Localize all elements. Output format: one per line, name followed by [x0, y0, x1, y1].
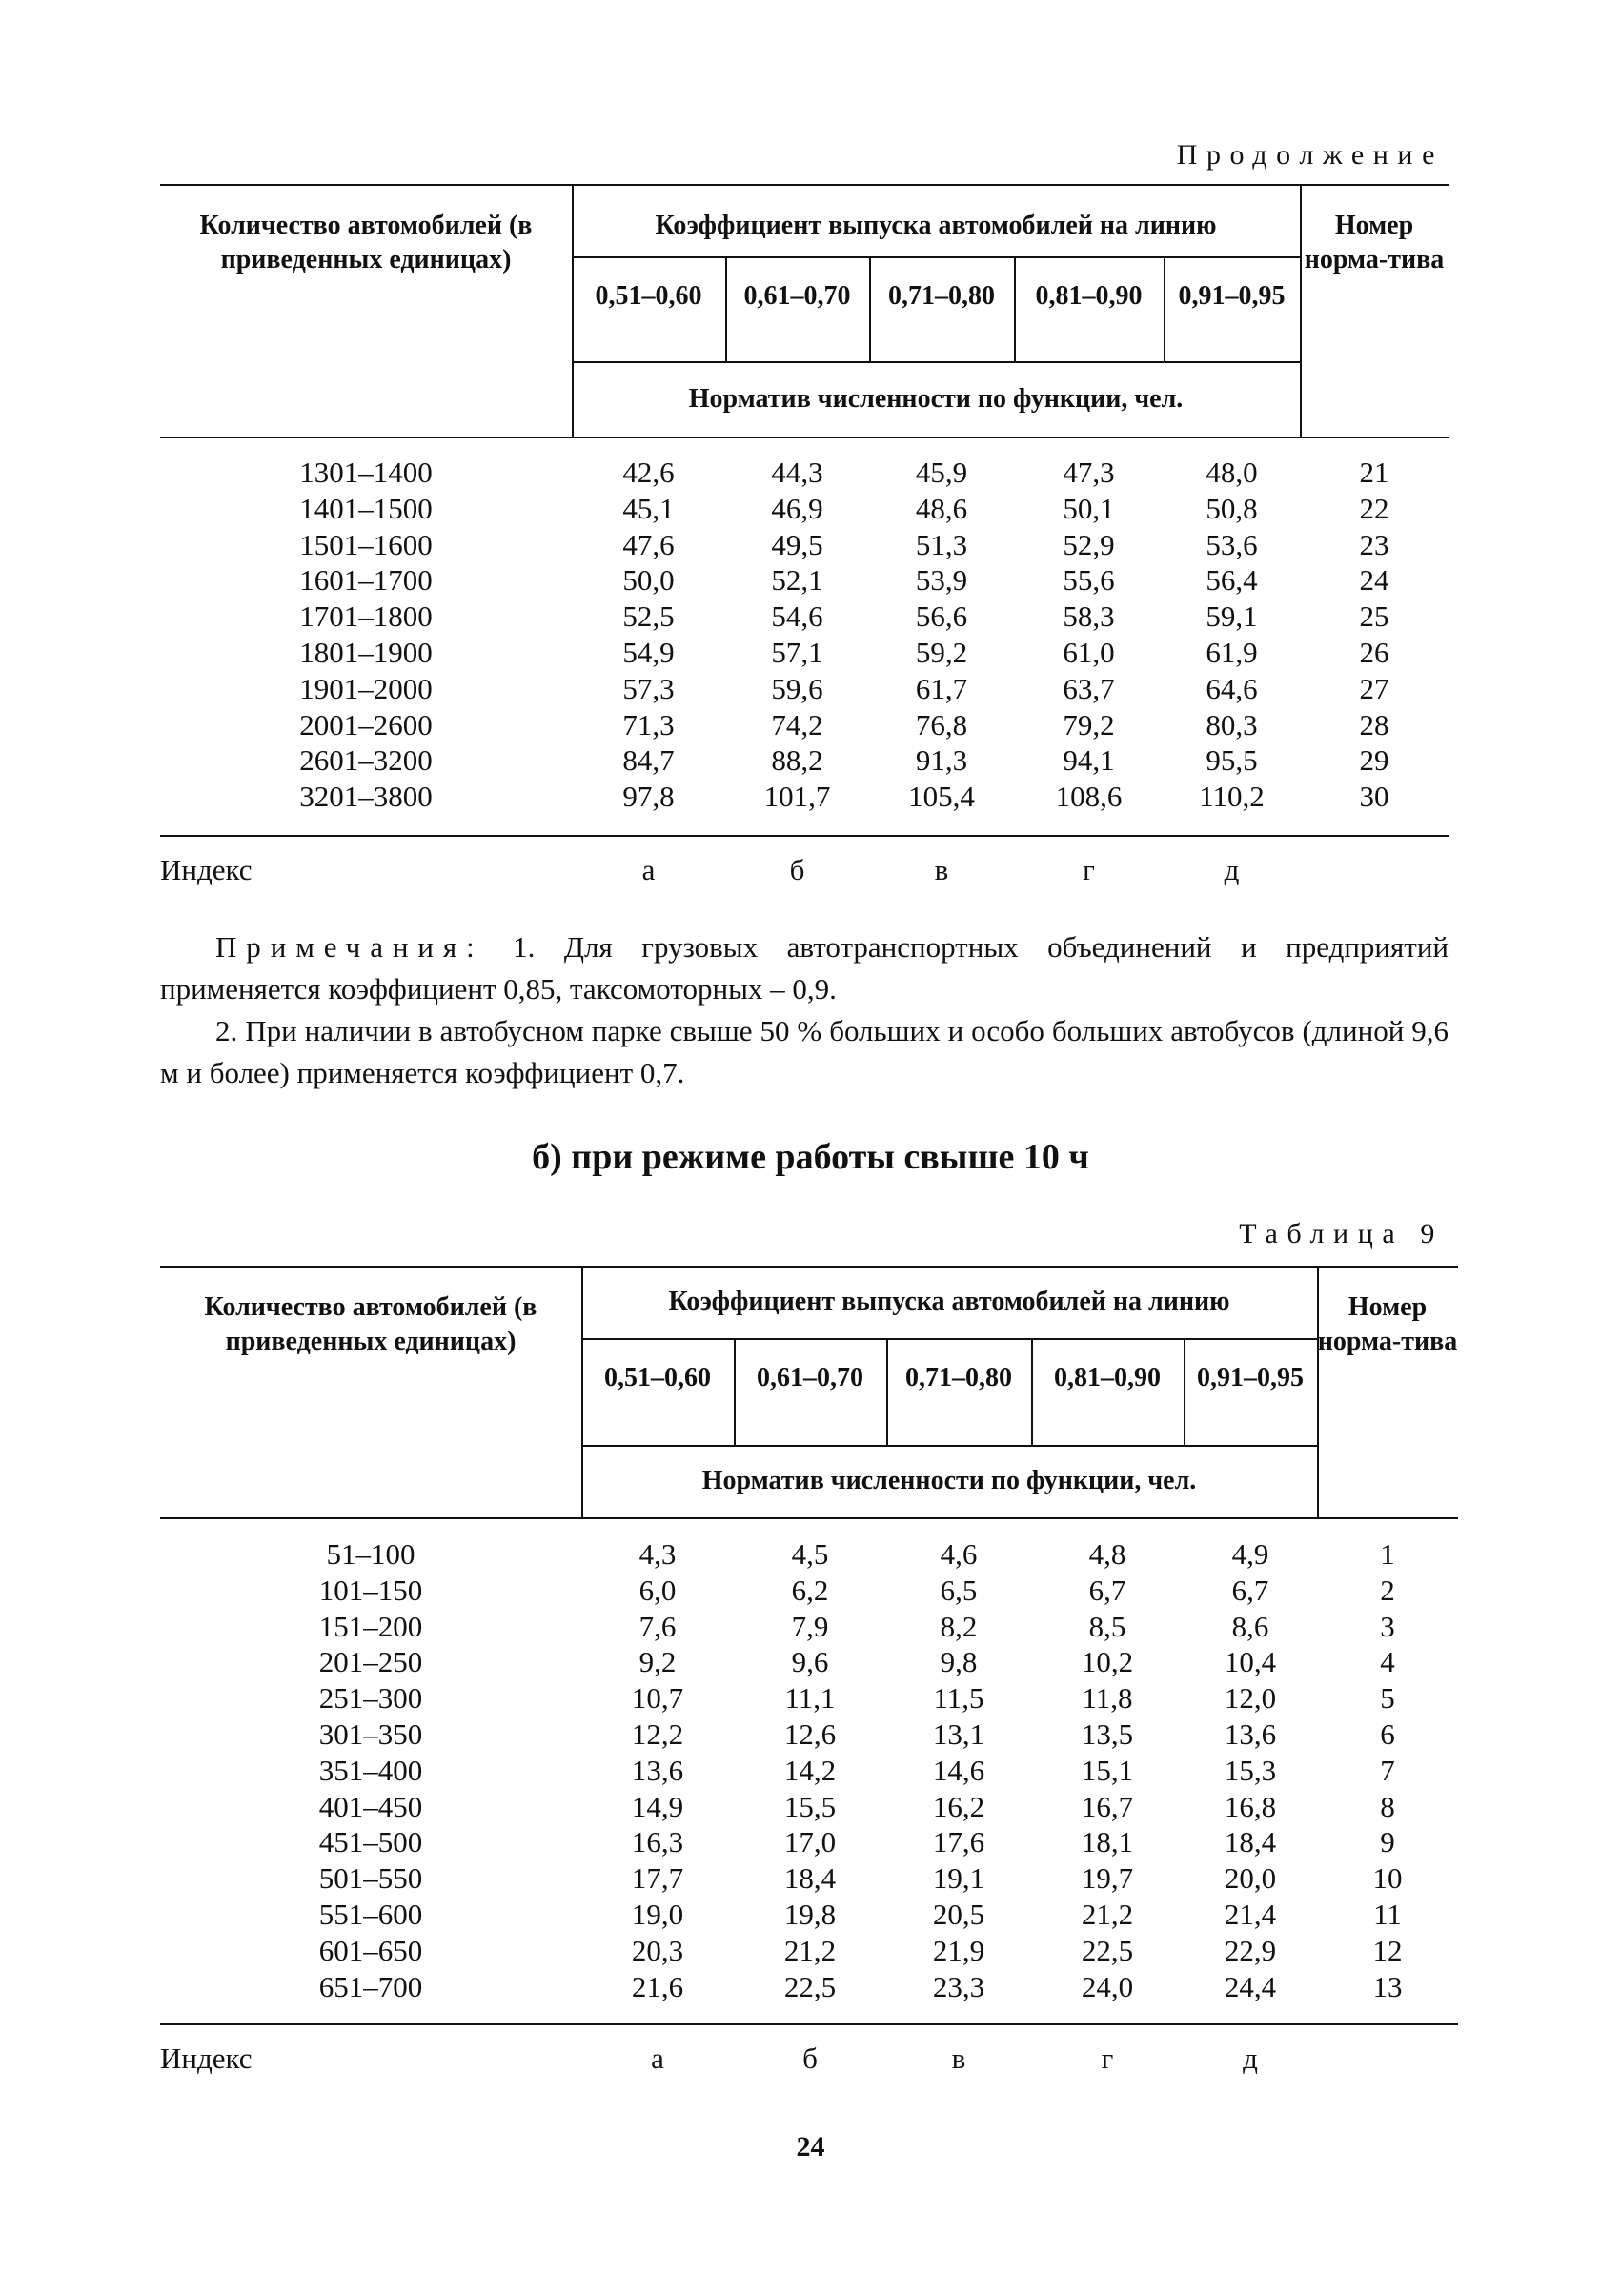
table-row — [160, 1573, 1449, 1609]
value-cell: 71,3 — [622, 707, 675, 742]
index-value: г — [1101, 2042, 1114, 2075]
header-coef-range: 0,61–0,70 — [743, 281, 851, 311]
range-cell: 251–300 — [318, 1681, 423, 1716]
value-cell: 9,8 — [940, 1645, 978, 1679]
value-cell: 7,6 — [638, 1609, 677, 1643]
value-cell: 10,4 — [1224, 1645, 1277, 1679]
range-cell: 151–200 — [318, 1609, 423, 1643]
header-coef-range: 0,51–0,60 — [604, 1363, 711, 1392]
value-cell: 8,6 — [1231, 1609, 1269, 1643]
header-coef-range: 0,71–0,80 — [905, 1363, 1012, 1392]
table-row — [160, 1824, 1449, 1860]
value-cell: 17,7 — [631, 1861, 684, 1896]
range-cell: 3201–3800 — [299, 780, 433, 814]
value-cell: 22,9 — [1224, 1933, 1277, 1967]
value-cell: 13,1 — [932, 1717, 985, 1751]
range-cell: 2601–3200 — [299, 743, 433, 778]
norm-number-cell: 23 — [1359, 527, 1389, 561]
header-quantity: Количество автомобилей (в приведенных единицах) — [199, 211, 533, 274]
value-cell: 23,3 — [932, 1969, 985, 2003]
table-row — [160, 491, 1449, 527]
header-coefficient: Коэффициент выпуска автомобилей на линию — [668, 1287, 1230, 1316]
value-cell: 54,6 — [771, 599, 823, 634]
value-cell: 19,7 — [1081, 1861, 1134, 1896]
value-cell: 56,4 — [1206, 563, 1258, 598]
value-cell: 57,1 — [771, 636, 823, 669]
value-cell: 18,4 — [783, 1861, 837, 1896]
table-row — [160, 707, 1449, 743]
value-cell: 74,2 — [771, 707, 823, 742]
index-value: д — [1243, 2042, 1258, 2075]
range-cell: 1901–2000 — [299, 671, 433, 705]
value-cell: 15,3 — [1224, 1753, 1277, 1787]
range-cell: 301–350 — [318, 1717, 423, 1751]
value-cell: 48,6 — [915, 491, 968, 525]
value-cell: 54,9 — [622, 636, 675, 669]
index-label: Индекс — [160, 2042, 253, 2075]
value-cell: 6,2 — [791, 1573, 829, 1607]
value-cell: 50,1 — [1063, 491, 1115, 525]
table-row — [160, 671, 1449, 707]
note-1: 1. Для грузовых автотранспортных объединений и предприятий применяется коэффициент 0,85, таксомоторных – 0,9. — [160, 930, 1449, 1006]
range-cell: 601–650 — [318, 1933, 423, 1967]
value-cell: 61,7 — [915, 671, 968, 705]
value-cell: 16,2 — [932, 1789, 985, 1823]
value-cell: 94,1 — [1063, 743, 1115, 778]
table-row — [160, 1536, 1449, 1573]
table-row — [160, 1609, 1449, 1645]
value-cell: 16,8 — [1224, 1789, 1277, 1823]
range-cell: 1401–1500 — [299, 491, 433, 525]
value-cell: 52,5 — [622, 599, 675, 634]
value-cell: 17,0 — [783, 1825, 837, 1859]
value-cell: 105,4 — [908, 780, 975, 814]
value-cell: 18,4 — [1224, 1825, 1277, 1859]
value-cell: 48,0 — [1206, 456, 1258, 489]
value-cell: 19,0 — [631, 1898, 684, 1931]
value-cell: 91,3 — [915, 743, 968, 778]
norm-number-cell: 28 — [1359, 707, 1389, 742]
value-cell: 45,9 — [915, 456, 968, 489]
norm-number-cell: 24 — [1359, 563, 1389, 598]
table-row — [160, 742, 1449, 779]
norm-number-cell: 30 — [1359, 780, 1389, 814]
range-cell: 1801–1900 — [299, 636, 433, 669]
value-cell: 88,2 — [771, 743, 823, 778]
value-cell: 12,6 — [783, 1717, 837, 1751]
value-cell: 12,0 — [1224, 1681, 1277, 1716]
value-cell: 64,6 — [1206, 671, 1258, 705]
value-cell: 13,6 — [631, 1753, 684, 1787]
value-cell: 6,0 — [638, 1573, 677, 1607]
value-cell: 61,0 — [1063, 636, 1115, 669]
range-cell: 201–250 — [318, 1645, 423, 1679]
norm-number-cell: 7 — [1380, 1753, 1395, 1787]
header-quantity: Количество автомобилей (в приведенных единицах) — [204, 1292, 537, 1356]
range-cell: 501–550 — [318, 1861, 423, 1896]
range-cell: 1701–1800 — [299, 599, 433, 634]
norm-number-cell: 27 — [1359, 671, 1389, 705]
table-row — [160, 635, 1449, 671]
value-cell: 6,5 — [940, 1573, 978, 1607]
header-norm-number: Номер норма-тива — [1304, 211, 1445, 274]
range-cell: 401–450 — [318, 1789, 423, 1823]
value-cell: 4,9 — [1231, 1537, 1269, 1571]
value-cell: 50,8 — [1206, 491, 1258, 525]
table-row — [160, 455, 1449, 491]
norm-number-cell: 26 — [1359, 636, 1389, 669]
value-cell: 110,2 — [1199, 780, 1265, 814]
value-cell: 8,2 — [940, 1609, 978, 1643]
norm-number-cell: 8 — [1380, 1789, 1395, 1823]
value-cell: 57,3 — [622, 671, 675, 705]
table-row — [160, 1789, 1449, 1825]
table-row — [160, 1933, 1449, 1969]
index-row — [160, 2040, 1449, 2078]
notes-title: Примечания: — [215, 930, 484, 964]
value-cell: 22,5 — [783, 1969, 837, 2003]
norm-number-cell: 10 — [1372, 1861, 1403, 1896]
value-cell: 59,6 — [771, 671, 823, 705]
value-cell: 6,7 — [1231, 1573, 1269, 1607]
table-row — [160, 779, 1449, 815]
norm-number-cell: 3 — [1380, 1609, 1395, 1643]
value-cell: 14,2 — [783, 1753, 837, 1787]
value-cell: 44,3 — [771, 456, 823, 489]
value-cell: 18,1 — [1081, 1825, 1134, 1859]
value-cell: 11,5 — [933, 1681, 984, 1716]
table-row — [160, 1897, 1449, 1933]
value-cell: 11,8 — [1082, 1681, 1133, 1716]
value-cell: 21,9 — [932, 1933, 985, 1967]
norm-number-cell: 5 — [1380, 1681, 1395, 1716]
value-cell: 21,4 — [1224, 1898, 1277, 1931]
norm-number-cell: 11 — [1373, 1898, 1402, 1931]
norm-number-cell: 22 — [1359, 491, 1389, 525]
range-cell: 351–400 — [318, 1753, 423, 1787]
norm-number-cell: 6 — [1380, 1717, 1395, 1751]
value-cell: 21,2 — [1081, 1898, 1134, 1931]
norm-number-cell: 13 — [1372, 1969, 1403, 2003]
range-cell: 651–700 — [318, 1969, 423, 2003]
value-cell: 21,2 — [783, 1933, 837, 1967]
index-value: в — [934, 853, 949, 886]
value-cell: 19,8 — [783, 1898, 837, 1931]
index-label: Индекс — [160, 853, 253, 886]
table-row — [160, 1753, 1449, 1789]
value-cell: 10,7 — [631, 1681, 684, 1716]
value-cell: 53,6 — [1206, 527, 1258, 561]
range-cell: 1301–1400 — [299, 456, 433, 489]
value-cell: 52,9 — [1063, 527, 1115, 561]
norm-number-cell: 12 — [1372, 1933, 1403, 1967]
header-coefficient: Коэффициент выпуска автомобилей на линию — [655, 211, 1217, 240]
index-value: б — [802, 2042, 818, 2075]
value-cell: 20,3 — [631, 1933, 684, 1967]
value-cell: 6,7 — [1088, 1573, 1126, 1607]
value-cell: 11,1 — [784, 1681, 836, 1716]
value-cell: 50,0 — [622, 563, 675, 598]
table-9 — [160, 1266, 1458, 2095]
header-coef-range: 0,81–0,90 — [1054, 1363, 1161, 1392]
value-cell: 47,6 — [622, 527, 675, 561]
value-cell: 46,9 — [771, 491, 823, 525]
value-cell: 42,6 — [622, 456, 675, 489]
value-cell: 95,5 — [1206, 743, 1258, 778]
norm-number-cell: 2 — [1380, 1573, 1395, 1607]
value-cell: 79,2 — [1063, 707, 1115, 742]
value-cell: 13,5 — [1081, 1717, 1134, 1751]
value-cell: 61,9 — [1206, 636, 1258, 669]
value-cell: 9,2 — [638, 1645, 677, 1679]
index-value: д — [1224, 853, 1240, 886]
value-cell: 59,2 — [915, 636, 968, 669]
header-coef-range: 0,91–0,95 — [1178, 281, 1286, 311]
value-cell: 24,4 — [1224, 1969, 1277, 2003]
page-number: 24 — [796, 2131, 825, 2163]
value-cell: 21,6 — [631, 1969, 684, 2003]
value-cell: 4,3 — [638, 1537, 677, 1571]
range-cell: 2001–2600 — [299, 707, 433, 742]
value-cell: 20,5 — [932, 1898, 985, 1931]
value-cell: 15,5 — [783, 1789, 837, 1823]
value-cell: 16,7 — [1081, 1789, 1134, 1823]
value-cell: 13,6 — [1224, 1717, 1277, 1751]
table-row — [160, 1644, 1449, 1680]
value-cell: 16,3 — [631, 1825, 684, 1859]
header-norm-label: Норматив численности по функции, чел. — [701, 1466, 1197, 1495]
norm-number-cell: 1 — [1380, 1537, 1395, 1571]
section-subtitle: б) при режиме работы свыше 10 ч — [532, 1137, 1089, 1177]
table-row — [160, 1680, 1449, 1717]
range-cell: 51–100 — [326, 1537, 415, 1571]
value-cell: 8,5 — [1088, 1609, 1126, 1643]
index-value: в — [951, 2042, 966, 2075]
index-value: а — [641, 853, 656, 886]
value-cell: 53,9 — [915, 563, 968, 598]
value-cell: 97,8 — [622, 780, 675, 814]
table-row — [160, 1860, 1449, 1897]
value-cell: 76,8 — [915, 707, 968, 742]
value-cell: 17,6 — [932, 1825, 985, 1859]
value-cell: 22,5 — [1081, 1933, 1134, 1967]
value-cell: 101,7 — [763, 780, 831, 814]
value-cell: 47,3 — [1063, 456, 1115, 489]
header-coef-range: 0,71–0,80 — [888, 281, 995, 311]
notes — [160, 926, 1449, 1094]
value-cell: 59,1 — [1206, 599, 1258, 634]
value-cell: 56,6 — [915, 599, 968, 634]
header-coef-range: 0,61–0,70 — [757, 1363, 863, 1392]
table-row — [160, 562, 1449, 599]
norm-number-cell: 9 — [1380, 1825, 1395, 1859]
note-2: 2. При наличии в автобусном парке свыше 50 % больших и особо больших автобусов (длиной 9,6 м и более) применяется коэффициент 0,7. — [160, 1014, 1449, 1089]
value-cell: 14,6 — [932, 1753, 985, 1787]
header-norm-label: Норматив численности по функции, чел. — [688, 384, 1184, 414]
value-cell: 108,6 — [1055, 780, 1123, 814]
value-cell: 4,6 — [940, 1537, 978, 1571]
header-coef-range: 0,91–0,95 — [1197, 1363, 1304, 1392]
value-cell: 7,9 — [791, 1609, 829, 1643]
value-cell: 45,1 — [622, 491, 675, 525]
norm-number-cell: 21 — [1359, 456, 1389, 489]
continuation-label: Продолжение — [1176, 139, 1444, 171]
range-cell: 451–500 — [318, 1825, 423, 1859]
header-coef-range: 0,51–0,60 — [595, 281, 702, 311]
table-9-label: Таблица 9 — [1239, 1218, 1444, 1250]
value-cell: 84,7 — [622, 743, 675, 778]
table-row — [160, 527, 1449, 563]
table-row — [160, 599, 1449, 635]
value-cell: 24,0 — [1081, 1969, 1134, 2003]
range-cell: 551–600 — [318, 1898, 423, 1931]
value-cell: 58,3 — [1063, 599, 1115, 634]
table-continuation — [160, 184, 1449, 908]
header-norm-number: Номер норма-тива — [1317, 1292, 1458, 1356]
header-coef-range: 0,81–0,90 — [1035, 281, 1143, 311]
value-cell: 49,5 — [771, 527, 823, 561]
table-row — [160, 1717, 1449, 1753]
value-cell: 55,6 — [1063, 563, 1115, 598]
value-cell: 52,1 — [771, 563, 823, 598]
value-cell: 20,0 — [1224, 1861, 1277, 1896]
value-cell: 4,8 — [1088, 1537, 1126, 1571]
value-cell: 9,6 — [791, 1645, 829, 1679]
index-value: б — [789, 853, 805, 886]
range-cell: 101–150 — [318, 1573, 423, 1607]
norm-number-cell: 29 — [1359, 743, 1389, 778]
index-value: г — [1083, 853, 1095, 886]
range-cell: 1501–1600 — [299, 527, 433, 561]
value-cell: 51,3 — [915, 527, 968, 561]
index-value: а — [651, 2042, 664, 2075]
value-cell: 14,9 — [631, 1789, 684, 1823]
value-cell: 12,2 — [631, 1717, 684, 1751]
table-row — [160, 1969, 1449, 2005]
value-cell: 4,5 — [791, 1537, 829, 1571]
range-cell: 1601–1700 — [299, 563, 433, 598]
value-cell: 63,7 — [1063, 671, 1115, 705]
value-cell: 19,1 — [932, 1861, 985, 1896]
norm-number-cell: 25 — [1359, 599, 1389, 634]
index-row — [160, 851, 1449, 889]
value-cell: 10,2 — [1081, 1645, 1134, 1679]
value-cell: 15,1 — [1081, 1753, 1134, 1787]
value-cell: 80,3 — [1206, 707, 1258, 742]
norm-number-cell: 4 — [1380, 1645, 1395, 1679]
